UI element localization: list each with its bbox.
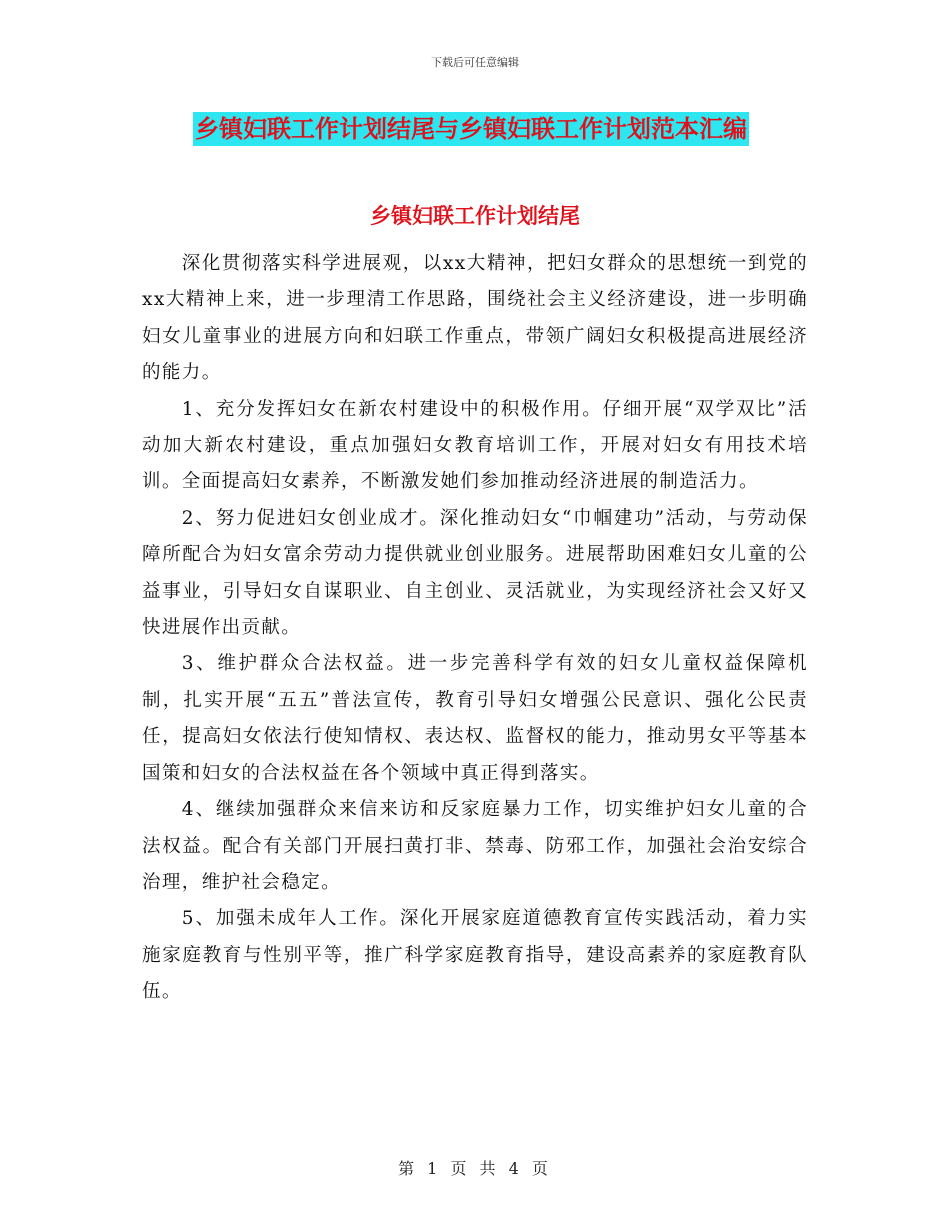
header-note: 下载后可任意编辑 [431, 56, 519, 69]
body-paragraph-intro: 深化贯彻落实科学进展观，以xx大精神，把妇女群众的思想统一到党的xx大精神上来，进一步理清工作思路，围绕社会主义经济建设，进一步明确妇女儿童事业的进展方向和妇联工作重点，带领广阔妇女积极提高进展经济的能力。 [142, 253, 808, 384]
body-paragraph-item-1: 1、充分发挥妇女在新农村建设中的积极作用。仔细开展“双学双比”活动加大新农村建设，重点加强妇女教育培训工作，开展对妇女有用技术培训。全面提高妇女素养，不断激发她们参加推动经济进展的制造活力。 [142, 398, 808, 493]
body-paragraph-item-5: 5、加强未成年人工作。深化开展家庭道德教育宣传实践活动，着力实施家庭教育与性别平等，推广科学家庭教育指导，建设高素养的家庭教育队伍。 [142, 908, 808, 1003]
body-paragraph-item-2: 2、努力促进妇女创业成才。深化推动妇女“巾帼建功”活动，与劳动保障所配合为妇女富余劳动力提供就业创业服务。进展帮助困难妇女儿童的公益事业，引导妇女自谋职业、自主创业、灵活就业，为实现经济社会又好又快进展作出贡献。 [142, 507, 808, 639]
section-title: 乡镇妇联工作计划结尾 [370, 204, 580, 228]
body-paragraph-item-3: 3、维护群众合法权益。进一步完善科学有效的妇女儿童权益保障机制，扎实开展“五五”普法宣传，教育引导妇女增强公民意识、强化公民责任，提高妇女依法行使知情权、表达权、监督权的能力，推动男女平等基本国策和妇女的合法权益在各个领域中真正得到落实。 [142, 653, 808, 784]
document-title: 乡镇妇联工作计划结尾与乡镇妇联工作计划范本汇编 [193, 112, 749, 146]
document-body [142, 246, 808, 1011]
page-number: 第 1 页 共 4 页 [398, 1159, 552, 1178]
body-paragraph-item-4: 4、继续加强群众来信来访和反家庭暴力工作，切实维护妇女儿童的合法权益。配合有关部门开展扫黄打非、禁毒、防邪工作，加强社会治安综合治理，维护社会稳定。 [142, 799, 808, 893]
